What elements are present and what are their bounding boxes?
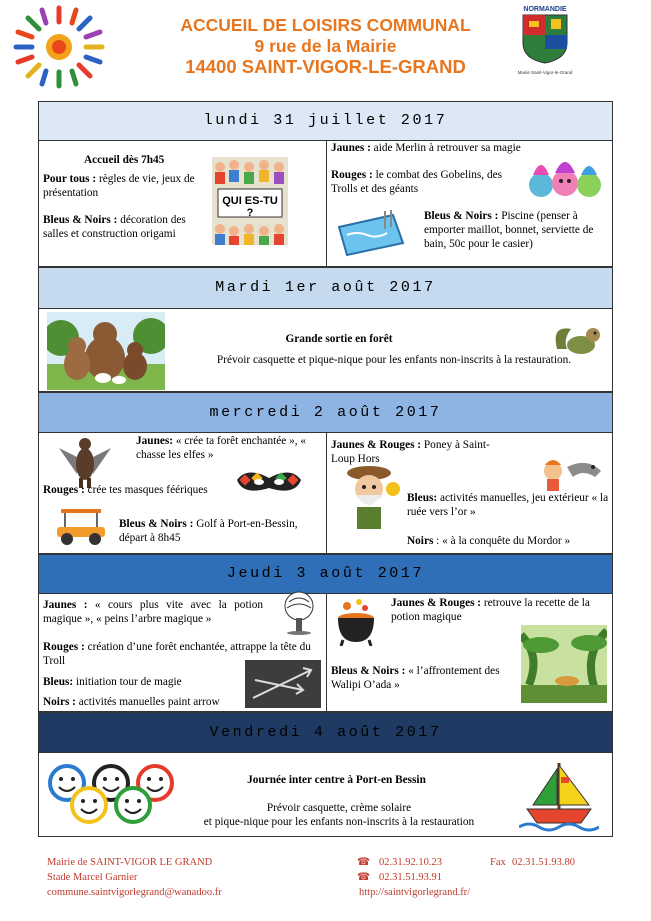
gold-digger-image: [335, 463, 407, 533]
wednesday-right-p1: Jaunes & Rouges : Poney à Saint-Loup Hors: [331, 439, 490, 465]
thursday-left-p1: Jaunes : « cours plus vite avec la potion magique », « peins l’arbre magique »: [43, 599, 264, 625]
thursday-right-p2: Bleus & Noirs : « l’affrontement des Walipi O’ada »: [331, 665, 500, 691]
footer-fax: 02.31.51.93.80: [512, 857, 575, 868]
wednesday-right-p2: Bleus: activités manuelles, jeu extérieur « la ruée vers l’or »: [407, 492, 609, 518]
wednesday-left-p3: Bleus & Noirs : Golf à Port-en-Bessin, départ à 8h45: [119, 518, 298, 544]
wednesday-right-p3: Noirs : « à la conquête du Mordor »: [407, 535, 571, 547]
day-header-monday: lundi 31 juillet 2017: [38, 101, 613, 141]
paint-arrow-image: [245, 660, 321, 708]
dark-elf-image: [57, 434, 113, 488]
day-header-thursday: Jeudi 3 août 2017: [38, 554, 613, 594]
day-box-monday: [38, 141, 613, 267]
jungle-image: [521, 625, 607, 703]
logo-region-text: NORMANDIE: [523, 6, 567, 13]
footer-phone1: 02.31.92.10.23: [379, 857, 442, 868]
day-box-thursday: [38, 594, 613, 712]
thursday-left-p3: Bleus: initiation tour de magie: [43, 676, 182, 688]
tuesday-text: Prévoir casquette et pique-nique pour les enfants non-inscrits à la restauration.: [216, 354, 572, 366]
forest-animals-image: [47, 312, 165, 390]
footer-phone2: 02.31.51.93.91: [379, 872, 442, 883]
footer-fax-label: Fax: [490, 857, 506, 868]
header-city: 14400 SAINT-VIGOR-LE-GRAND: [185, 56, 466, 77]
day-box-tuesday: [38, 309, 613, 392]
header-title: ACCUEIL DE LOISIRS COMMUNAL: [180, 15, 471, 35]
thursday-left-p2: Rouges : création d’une forêt enchantée, attrappe la tête du Troll: [43, 641, 311, 667]
thursday-left-p4: Noirs : activités manuelles paint arrow: [43, 696, 220, 708]
monday-left-heading: Accueil dès 7h45: [84, 154, 165, 166]
sailboat-image: [519, 759, 599, 833]
normandie-coat-of-arms: [515, 6, 575, 78]
qui-es-tu-image: [212, 157, 288, 245]
monday-left-p1: Pour tous : règles de vie, jeux de présentation: [43, 173, 195, 199]
footer-email[interactable]: commune.saintvigorlegrand@wanadoo.fr: [47, 887, 222, 898]
footer-place: Stade Marcel Garnier: [47, 872, 138, 883]
magic-tree-image: [277, 590, 321, 636]
day-header-tuesday: Mardi 1er août 2017: [38, 267, 613, 309]
day-box-friday: [38, 753, 613, 837]
shield-icon: [515, 13, 575, 65]
harlequin-mask-image: [235, 466, 303, 498]
header-address: 9 rue de la Mairie: [254, 36, 397, 56]
potion-cauldron-image: [333, 598, 379, 646]
qui-es-tu-label: QUI ES-TU ?: [222, 195, 278, 219]
golf-cart-image: [53, 507, 109, 547]
phone-icon: ☎: [357, 857, 371, 868]
monday-right-p2: Rouges : le combat des Gobelins, des Trolls et des géants: [331, 169, 503, 195]
trolls-image: [525, 155, 607, 207]
footer-org: Mairie de SAINT-VIGOR LE GRAND: [47, 857, 213, 868]
pony-image: [535, 453, 607, 493]
monday-right-p3: Bleus & Noirs : Piscine (penser à emporter maillot, bonnet, serviette de bain, 50c pour le casier): [424, 210, 594, 250]
olympic-smileys-image: [45, 761, 181, 827]
wednesday-left-p2: Rouges : crée tes masques féériques: [43, 484, 208, 496]
day-header-friday: Vendredi 4 août 2017: [38, 712, 613, 753]
friday-text2: et pique-nique pour les enfants non-inscrits à la restauration: [203, 816, 475, 828]
tuesday-heading: Grande sortie en forêt: [285, 333, 393, 345]
logo-caption: Mairie Saint-Vigor-le-Grand: [517, 70, 573, 75]
squirrel-image: [551, 319, 603, 357]
friday-heading: Journée inter centre à Port-en Bessin: [247, 774, 426, 786]
day-box-wednesday: [38, 433, 613, 554]
footer-website[interactable]: http://saintvigorlegrand.fr/: [359, 887, 471, 898]
day-header-wednesday: mercredi 2 août 2017: [38, 392, 613, 433]
monday-right-p1: Jaunes : aide Merlin à retrouver sa magie: [331, 142, 521, 154]
monday-left-p2: Bleus & Noirs : décoration des salles et construction origami: [43, 214, 186, 240]
friday-text1: Prévoir casquette, crème solaire: [266, 802, 412, 814]
phone-icon-2: ☎: [357, 872, 371, 883]
wednesday-left-p1: Jaunes: « crée ta forêt enchantée », « chasse les elfes »: [136, 435, 307, 461]
thursday-right-p1: Jaunes & Rouges : retrouve la recette de la potion magique: [391, 597, 590, 623]
swimming-pool-image: [333, 207, 407, 263]
